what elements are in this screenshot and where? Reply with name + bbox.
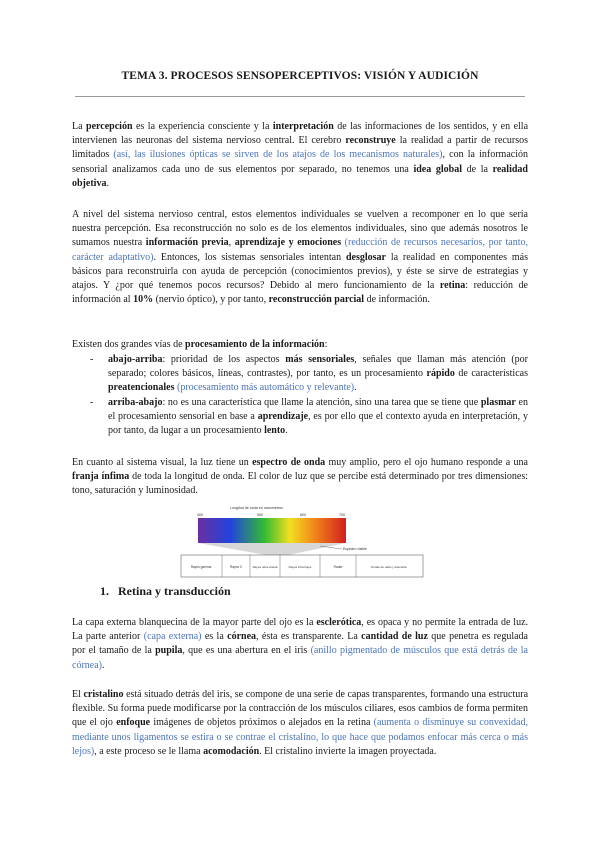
band-label: Ondas de radio y televisión — [370, 565, 408, 569]
paragraph-procesamiento: Existen dos grandes vías de procesamiento de la información: — [72, 339, 328, 350]
band-label: Rayos X — [229, 565, 243, 569]
electromagnetic-spectrum-figure — [180, 502, 424, 578]
band-label: Radar — [333, 565, 343, 569]
paragraph-esclerotica: La capa externa blanquecina de la mayor parte del ojo es la esclerótica, es opaca y no permite la entrada de luz. La parte anterior (capa externa) es la córnea, ésta es transparente. La cantidad de luz que penetra es regulada por el tamaño de la pupila, que es una abertura en el iris (anillo pigmentado de músculos que está detrás de la córnea). — [72, 617, 529, 671]
spectrum-funnel — [198, 543, 346, 555]
list-item: - abajo-arriba: prioridad de los aspectos más sensoriales, señales que llaman más atención (por separado; colores básicos, líneas, contrastes), por tanto, es un procesamiento rápido de características preatencionales (procesamiento más automático y relevante). — [90, 354, 529, 394]
paragraph-sistema-visual: En cuanto al sistema visual, la luz tiene un espectro de onda muy amplio, pero el ojo humano responde a una franja ínfima de toda la longitud de onda. El color de luz que se percibe está determinado por tres dimensiones: tono, saturación y luminosidad. — [72, 457, 528, 497]
band-label: Rayos ultra-violeta — [252, 565, 278, 569]
band-label: Rayos infrarrojos — [288, 565, 312, 569]
tick-label: 600 — [300, 513, 306, 517]
tick-label: 700 — [339, 513, 345, 517]
visible-spectrum-bar — [198, 518, 346, 543]
paragraph-sistema-nervioso: A nivel del sistema nervioso central, estos elementos individuales se vuelven a recomponer en lo que sería nuestra percepción. Esa reconstrucción no solo es de los elementos individuales, sino que además nosotros le sumamos nuestra información previa, aprendizaje y emociones (reducción de recursos necesarios, por tanto, carácter adaptativo). Entonces, los sistemas sensoriales intentan desglosar la realidad en componentes más básicos para reconstruirla con ayuda de percepción (conocimientos previos), y éste se sirve de estrategias y atajos. Y ¿por qué tenemos pocos recursos? Debido al mero funcionamiento de la retina: reducción de información al 10% (nervio óptico), y por tanto, reconstrucción parcial de información. — [72, 209, 529, 306]
figure-caption: Longitud de onda en nanómetros — [230, 506, 283, 510]
title-divider — [75, 96, 525, 97]
tick-label: 400 — [197, 513, 203, 517]
visible-spectrum-label: Espectro visible — [343, 547, 367, 551]
paragraph-cristalino: El cristalino está situado detrás del iris, se compone de una serie de capas transparentes, formando una estructura flexible. Su forma puede modificarse por la contracción de los músculos ciliares, esos cambios de forma permiten que el ojo enfoque imágenes de objetos próximos o alejados en la retina (aumenta o disminuye su convexidad, mediante unos ligamentos se estira o se contrae el cristalino, lo que hace que podamos enfocar más cerca o más lejos), a este proceso se le llama acomodación. El cristalino invierte la imagen proyectada. — [72, 689, 529, 757]
list-item: - arriba-abajo: no es una característica que llame la atención, sino una tarea que se tiene que plasmar en el procesamiento sensorial en base a aprendizaje, es por ello que el contexto ayuda en interpretación, y por tanto, da lugar a un procesamiento lento. — [90, 396, 528, 437]
page-title: TEMA 3. PROCESOS SENSOPERCEPTIVOS: VISIÓN Y AUDICIÓN — [121, 70, 479, 82]
section-heading-retina: 1. Retina y transducción — [100, 584, 231, 598]
paragraph-percepcion: La percepción es la experiencia consciente y la interpretación de las informaciones de los sentidos, y en ella intervienen las neuronas del sistema nervioso central. El cerebro reconstruye la realidad a partir de recursos limitados (así, las ilusiones ópticas se sirven de los atajos de los mecanismos naturales), con la información sensorial analizamos cada uno de sus elementos por separado, no tenemos una idea global de la realidad objetiva. — [72, 121, 529, 189]
band-label: Rayos gamma — [190, 565, 212, 569]
processing-list — [72, 353, 528, 438]
tick-label: 500 — [257, 513, 263, 517]
